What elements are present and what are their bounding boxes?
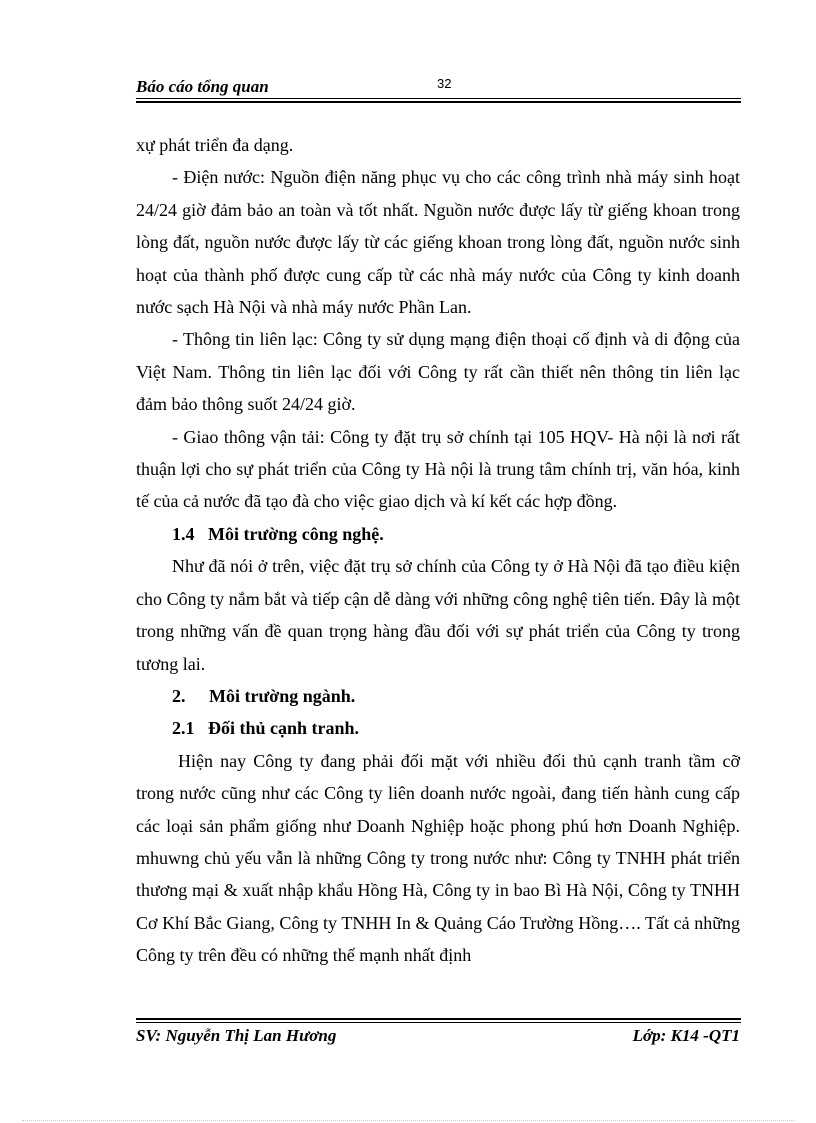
header-title: Báo cáo tổng quan <box>136 77 269 96</box>
section-title: Đối thủ cạnh tranh. <box>208 718 360 739</box>
paragraph: Hiện nay Công ty đang phải đối mặt với nhiều đối thủ cạnh tranh tầm cỡ trong nước cũng như các Công ty liên doanh nước ngoài, đang tiến hành cung cấp các loại sản phẩm giống như Doanh Nghiệp hoặc phong phú hơn Doanh Nghiệp. mhuwng chủ yếu vẫn là những Công ty trong nước như: Công ty TNHH phát triển thương mại & xuất nhập khẩu Hồng Hà, Công ty in bao Bì Hà Nội, Công ty TNHH Cơ Khí Bắc Giang, Công ty TNHH In & Quảng Cáo Trường Hồng…. Tất cả những Công ty trên đều có những thế mạnh nhất định <box>136 750 740 966</box>
page-number: 32 <box>437 76 452 91</box>
section-number: 2.1 <box>172 718 195 739</box>
section-title: Môi trường ngành. <box>209 685 356 706</box>
section-title: Môi trường công nghệ. <box>208 523 384 544</box>
section-number: 1.4 <box>172 523 195 544</box>
page-edge-dotted-line <box>22 1120 794 1121</box>
footer-rule-thick <box>136 1018 741 1020</box>
paragraph: Như đã nói ở trên, việc đặt trụ sở chính của Công ty ở Hà Nội đã tạo điều kiện cho Công ty nắm bắt và tiếp cận dễ dàng với những công nghệ tiên tiến. Đây là một trong những vấn đề quan trọng hàng đầu đối với sự phát triển của Công ty trong tương lai. <box>136 556 740 674</box>
footer-rule-thin <box>136 1022 741 1023</box>
section-number: 2. <box>172 685 186 706</box>
section-heading <box>136 712 740 744</box>
section-heading <box>136 680 740 712</box>
paragraph: - Thông tin liên lạc: Công ty sử dụng mạng điện thoại cố định và di động của Việt Nam. Thông tin liên lạc đối với Công ty rất cần thiết nên thông tin liên lạc đảm bảo thông suốt 24/24 giờ. <box>136 329 740 415</box>
footer-student-name: SV: Nguyễn Thị Lan Hương <box>136 1026 337 1045</box>
footer-class: Lớp: K14 -QT1 <box>632 1026 740 1045</box>
header-rule-thick <box>136 101 741 103</box>
paragraph: - Điện nước: Nguồn điện năng phục vụ cho các công trình nhà máy sinh hoạt 24/24 giờ đảm bảo an toàn và tốt nhất. Nguồn nước được lấy từ giếng khoan trong lòng đất, nguồn nước được lấy từ các giếng khoan trong lòng đất, nguồn nước sinh hoạt của thành phố được cung cấp từ các nhà máy nước của Công ty kinh doanh nước sạch Hà Nội và nhà máy nước Phần Lan. <box>136 167 740 318</box>
section-heading <box>136 518 740 550</box>
paragraph: - Giao thông vận tải: Công ty đặt trụ sở chính tại 105 HQV- Hà nội là nơi rất thuận lợi cho sự phát triển của Công ty Hà nội là trung tâm chính trị, văn hóa, kinh tế của cả nước đã tạo đà cho việc giao dịch và kí kết các hợp đồng. <box>136 426 740 512</box>
paragraph: xự phát triển đa dạng. <box>136 135 294 155</box>
document-body <box>136 129 740 972</box>
header-rule-thin <box>136 98 741 99</box>
